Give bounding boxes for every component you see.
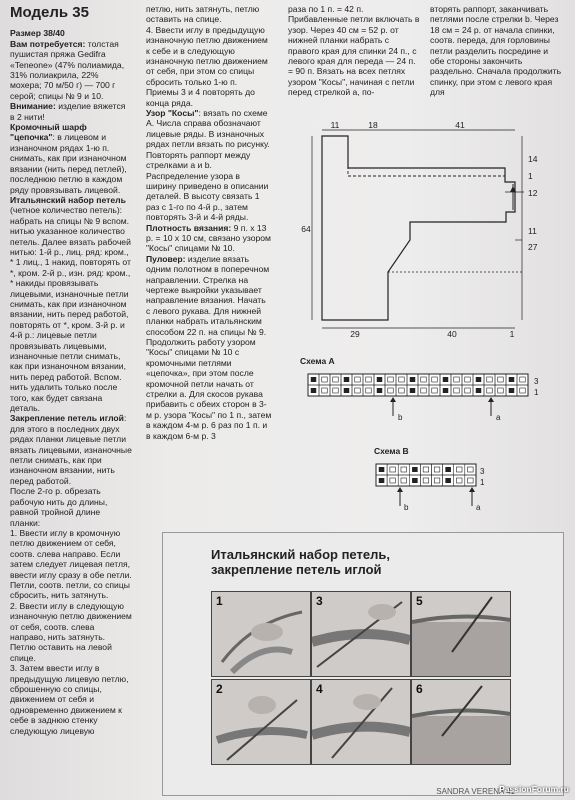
scheme-b-arrow-a: a	[476, 503, 481, 512]
materials-text: толстая пушистая пряжа Gedifra «Teneone» (47% полиамида, 31% полиакрила, 22% мохера; 70 м/50 г) — 700 г серой; спицы № 9 и 10.	[10, 38, 125, 101]
text-column-2	[146, 4, 272, 441]
scheme-a-row-3: 3	[534, 377, 539, 386]
photo-number-6: 6	[416, 682, 423, 696]
cast-on-text: (четное количество петель): набрать на спицы № 9 вспом. нитью указанное количество петель. Далее вязать рабочей нитью: 1-й р., лиц. ряд: кром., * 1 лиц., 1 накид, повторять от *, кром. 2-й р., изн. ряд: кром., * накиды провязывать лицевыми, изнаночные петли снимать, как при изнаночном вязании, нить перед работой, повторять от *, кром. 3-й р. и 4-й р.: лицевые петли провязывать лицевыми, изнаночные петли снимать, как при изнаночном вязании, нить перед работой. Вспом. нить удалить только после того, как будет связана деталь.	[10, 205, 131, 414]
garment-pattern-diagram	[300, 122, 540, 340]
knitting-stitches-image	[312, 592, 410, 676]
scheme-a-row-1: 1	[534, 388, 539, 397]
instruction-photo-box	[162, 532, 564, 796]
arrow-a-icon	[488, 397, 494, 402]
fix-text: : для этого в последних двух рядах планки лицевые петли вязать лицевыми, изнаночные петли снимать, как при изнаночном вязании, нить перед работой.	[10, 413, 132, 486]
photo-number-5: 5	[416, 594, 423, 608]
dim-bottom-1: 29	[350, 329, 360, 339]
scheme-a-arrow-a: a	[496, 413, 501, 422]
photo-step-1	[211, 591, 311, 677]
knitting-hands-image	[212, 592, 310, 676]
stitch-symbol	[377, 388, 383, 393]
scheme-b-row-3: 3	[480, 467, 485, 476]
stitch-symbol	[311, 388, 317, 393]
knitting-stitches-image	[312, 680, 410, 764]
pattern-text: : вязать по схеме А. Числа справа обозначают лицевые ряды. В изнаночных рядах петли вязать по рисунку. Повторять раппорт между стрелками а и b. Распределение узора в ширину приведено в описании деталей. В высоту связать 1 раз с 1-го по 4-й р., затем повторять 3-й и 4-й ряды.	[146, 108, 270, 223]
stitch-symbol	[410, 377, 416, 382]
size-line: Размер 38/40	[10, 28, 65, 39]
photo-step-4	[311, 679, 411, 765]
cast-on-heading: Итальянский набор петель	[10, 194, 126, 205]
pullover-text: изделие вязать одним полотном в поперечном направлении. Стрелка на чертеже выкройки указывает направление вязания. Начать с левого рукава. Для нижней планки набрать итальянским способом 22 п. на спицы № 9. Продолжить работу узором "Косы" спицами № 10 с кромочными петлями «цепочка», при этом после кромочной петли начать от стрелки а. Для скосов рукава прибавить с обеих сторон в 3-м р. узора "Косы" по 1 п., затем в каждом 4-м р. 6 раз по 1 п. и в каждом 6-м р. 3	[146, 253, 272, 441]
arrow-b-icon	[390, 397, 396, 402]
scheme-b-label: Схема В	[374, 446, 409, 456]
stitch-symbol	[445, 467, 451, 472]
col2-text-2: 4. Ввести иглу в предыдущую изнаночную петлю движением к себе и в следующую изнаночную петлю движением от себя, при этом со спицы сбросить только 1-ю п. Приемы 3 и 4 повторять до конца ряда.	[146, 24, 268, 108]
pullover-heading: Пуловер:	[146, 253, 186, 264]
stitch-symbol	[311, 377, 317, 382]
dim-top-2: 18	[368, 122, 378, 130]
box-title-line-2: закрепление петель иглой	[211, 562, 382, 577]
box-title-line-1: Итальянский набор петель,	[211, 547, 390, 562]
stitch-symbol	[445, 478, 451, 483]
photo-step-6	[411, 679, 511, 765]
edge-text: : в лицевом и изнаночном рядах 1-ю п. снимать, как при изнаночном вязании (нить перед петлей), последнюю петлю в каждом ряду провязывать лицевой.	[10, 132, 127, 195]
knitted-fabric-image	[412, 680, 510, 764]
dim-right-3: 12	[528, 188, 538, 198]
dim-right-5: 27	[528, 242, 538, 252]
photo-step-2	[211, 679, 311, 765]
dim-top-1: 11	[330, 122, 340, 130]
arrow-b-icon	[397, 487, 403, 492]
stitch-symbol	[509, 377, 515, 382]
stitch-symbol	[344, 377, 350, 382]
note-text: изделие вяжется в 2 нити!	[10, 101, 126, 122]
note-heading: Внимание:	[10, 101, 56, 112]
materials-heading: Вам потребуется:	[10, 38, 86, 49]
watermark: PassionForum.ru	[499, 784, 569, 794]
knitted-fabric-image	[412, 592, 510, 676]
stitch-symbol	[476, 377, 482, 382]
scheme-a-chart	[306, 368, 546, 424]
step-3: 3. Затем ввести иглу в предыдущую лицевую петлю, сброшенную со спицы, движением от себя и одновременно движением к себе в заднюю стенку следующую лицевую	[10, 663, 129, 736]
text-column-4	[430, 4, 564, 98]
photo-number-2: 2	[216, 682, 223, 696]
text-column-1	[10, 4, 132, 736]
stitch-symbol	[412, 478, 418, 483]
photo-number-4: 4	[316, 682, 323, 696]
dim-right-2: 1	[528, 171, 533, 181]
photo-number-1: 1	[216, 594, 223, 608]
stitch-symbol	[377, 377, 383, 382]
pattern-heading: Узор "Косы"	[146, 108, 199, 119]
knitting-hands-image	[212, 680, 310, 764]
stitch-symbol	[476, 388, 482, 393]
model-title: Модель 35	[10, 4, 89, 21]
scheme-b-arrow-b: b	[404, 503, 409, 512]
box-title	[211, 547, 390, 577]
scheme-a-label: Схема А	[300, 356, 335, 366]
scheme-b-chart	[374, 458, 504, 514]
scheme-b-row-1: 1	[480, 478, 485, 487]
fix-heading: Закрепление петель иглой	[10, 413, 124, 424]
photo-step-5	[411, 591, 511, 677]
dim-top-3: 41	[455, 122, 465, 130]
stitch-symbol	[379, 478, 385, 483]
dim-bottom-2: 40	[447, 329, 457, 339]
density-heading: Плотность вязания:	[146, 222, 232, 233]
dim-right-4: 11	[528, 226, 537, 236]
stitch-symbol	[379, 467, 385, 472]
scheme-a-arrow-b: b	[398, 413, 403, 422]
stitch-symbol	[412, 467, 418, 472]
dim-right-1: 14	[528, 154, 538, 164]
step-1: 1. Ввести иглу в кромочную петлю движением от себя, соотв. слева направо. Если затем следует лицевая петля, ввести иглу сразу в обе петли. Петли, соотв. петли, со спицы сбросить, нить затянуть.	[10, 527, 132, 601]
step-2: 2. Ввести иглу в следующую изнаночную петлю движением от себя, соотв. слева направо, нить затянуть. Петлю оставить на левой спице.	[10, 600, 132, 663]
page-footer: SANDRA VERENA 41	[436, 787, 515, 796]
dim-left: 64	[301, 224, 311, 234]
edge-heading: Кромочный шарф "цепочка"	[10, 122, 87, 143]
col2-text-1: петлю, нить затянуть, петлю оставить на спице.	[146, 4, 260, 25]
fix-text-2: После 2-го р. обрезать рабочую нить до длины, равной тройной длине планки:	[10, 486, 108, 528]
col3-text: раза по 1 п. = 42 п. Прибавленные петли включать в узор. Через 40 см = 52 р. от нижней планки набрать с правого края для спинки 24 п., с левого края для переда — 24 п. = 90 п. Вязать на всех петлях узором "Косы", начиная с петли перед стрелкой а, по-	[288, 4, 420, 98]
text-column-3	[288, 4, 422, 98]
col4-text: вторять раппорт, заканчивать петлями после стрелки b. Через 18 см = 24 р. от начала спинки, соотв. переда, для горловины петли разделить посредине и обе стороны закончить раздельно. Сначала продолжить спинку, при этом с левого края для	[430, 4, 562, 98]
density-text: 9 п. x 13 р. = 10 x 10 см, связано узором "Косы" спицами № 10.	[146, 222, 271, 254]
stitch-symbol	[410, 388, 416, 393]
photo-number-3: 3	[316, 594, 323, 608]
photo-step-3	[311, 591, 411, 677]
stitch-symbol	[443, 377, 449, 382]
arrow-a-icon	[469, 487, 475, 492]
stitch-symbol	[509, 388, 515, 393]
stitch-symbol	[344, 388, 350, 393]
stitch-symbol	[443, 388, 449, 393]
dim-bottom-small: 1	[509, 329, 515, 339]
